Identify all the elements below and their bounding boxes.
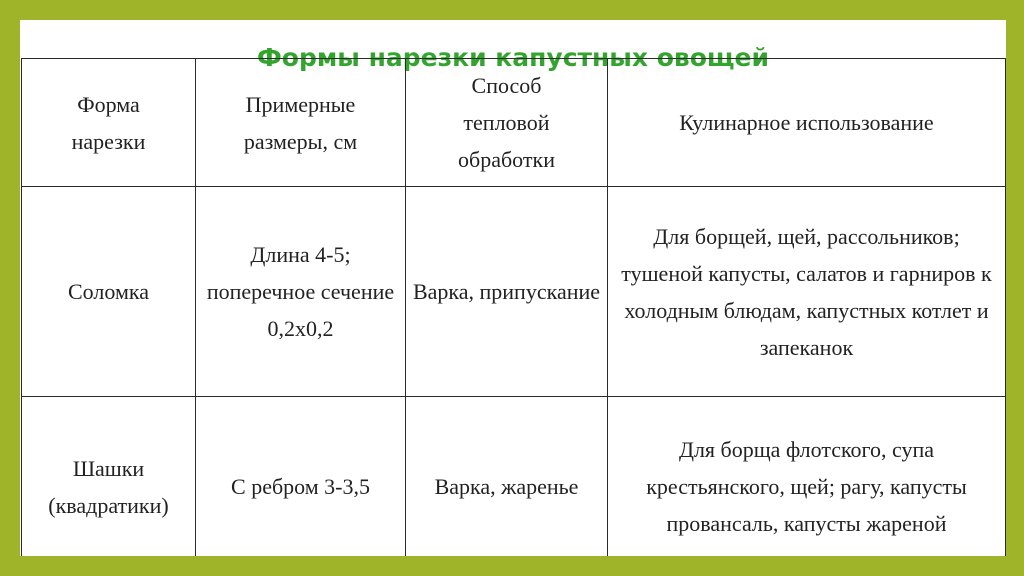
- slide: [20, 20, 1006, 576]
- table-header-row: [22, 59, 1006, 187]
- table-row: [22, 397, 1006, 576]
- cell-size: С ребром 3-3,5: [196, 397, 406, 576]
- cell-usage: Для борща флотского, супа крестьянского, щей; рагу, капусты провансаль, капусты жареной: [608, 397, 1006, 576]
- cell-method: Варка, жаренье: [406, 397, 608, 576]
- header-form: Форма нарезки: [22, 59, 196, 187]
- cell-method: Варка, припускание: [406, 187, 608, 397]
- cell-form: Соломка: [22, 187, 196, 397]
- cell-usage: Для борщей, щей, рассольников; тушеной капусты, салатов и гарниров к холодным блюдам, капустных котлет и запеканок: [608, 187, 1006, 397]
- cutting-forms-table: [21, 58, 1006, 576]
- header-usage: Кулинарное использование: [608, 59, 1006, 187]
- header-size: Примерные размеры, см: [196, 59, 406, 187]
- slide-title: Формы нарезки капустных овощей: [256, 43, 770, 72]
- cell-form: Шашки (квадратики): [22, 397, 196, 576]
- table-row: [22, 187, 1006, 397]
- header-method: Способ тепловой обработки: [406, 59, 608, 187]
- bottom-frame-strip: [0, 556, 1024, 576]
- cell-size: Длина 4-5; поперечное сечение 0,2х0,2: [196, 187, 406, 397]
